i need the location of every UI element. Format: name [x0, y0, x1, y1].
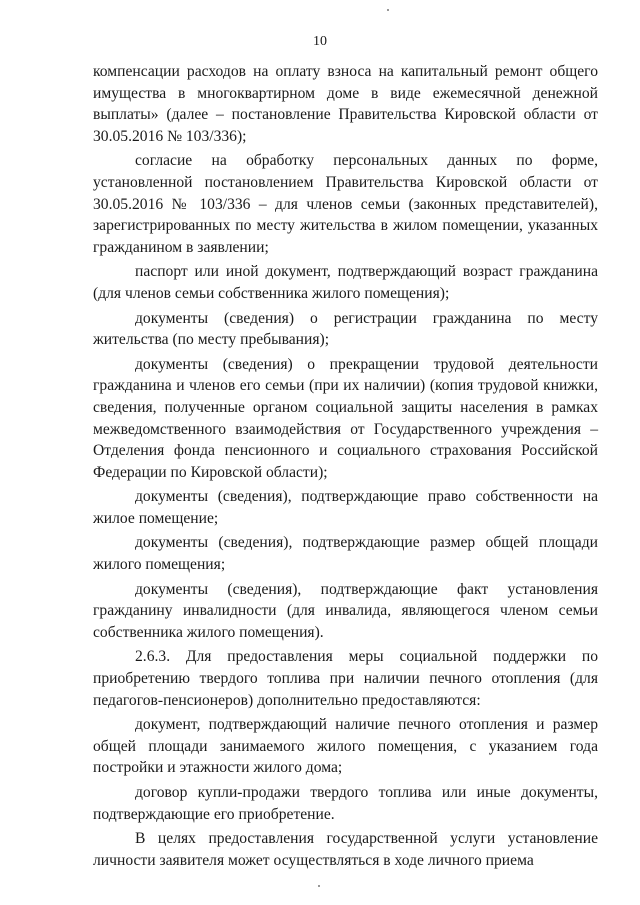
scan-speck — [318, 885, 320, 887]
scan-speck — [387, 9, 389, 11]
paragraph: В целях предоставления государственной услуги установление личности заявителя может осуществляться в ходе личного приема — [93, 830, 598, 869]
page-number: 10 — [313, 34, 327, 49]
paragraph: договор купли-продажи твердого топлива или иные документы, подтверждающие его приобретение. — [93, 784, 598, 823]
paragraph: паспорт или иной документ, подтверждающий возраст гражданина (для членов семьи собственника жилого помещения); — [93, 263, 598, 302]
paragraph: согласие на обработку персональных данных по форме, установленной постановлением Правительства Кировской области от 30.05.2016 № 103/336 – для членов семьи (законных представителей), зарегистрированных по месту жительства в жилом помещении, указанных гражданином в заявлении; — [93, 152, 598, 256]
paragraph: документы (сведения), подтверждающие факт установления гражданину инвалидности (для инвалида, являющегося членом семьи собственника жилого помещения). — [93, 580, 598, 641]
paragraph: документы (сведения), подтверждающие размер общей площади жилого помещения; — [93, 534, 598, 574]
paragraph: документ, подтверждающий наличие печного отопления и размер общей площади занимаемого жилого помещения, с указанием года постройки и этажности жилого дома; — [93, 716, 598, 777]
paragraph: документы (сведения), подтверждающие право собственности на жилое помещение; — [93, 488, 598, 527]
paragraph: компенсации расходов на оплату взноса на капитальный ремонт общего имущества в многоквартирном доме в виде ежемесячной денежной выплаты» (далее – постановление Правительства Кировской области от 30.05.2016 № 103/336); — [93, 63, 598, 145]
paragraph: документы (сведения) о прекращении трудовой деятельности гражданина и членов его семьи (при их наличии) (копия трудовой книжки, сведения, полученные органом социальной защиты населения в рамках межведомственного взаимодействия от Государственного учреждения – Отделения фонда пенсионного и социального страхования Российской Федерации по Кировской области); — [93, 355, 598, 481]
paragraph: 2.6.3. Для предоставления меры социальной поддержки по приобретению твердого топлива при наличии печного отопления (для педагогов-пенсионеров) дополнительно предоставляются: — [93, 648, 598, 709]
document-body — [93, 61, 598, 874]
paragraph: документы (сведения) о регистрации гражданина по месту жительства (по месту пребывания); — [93, 309, 598, 349]
